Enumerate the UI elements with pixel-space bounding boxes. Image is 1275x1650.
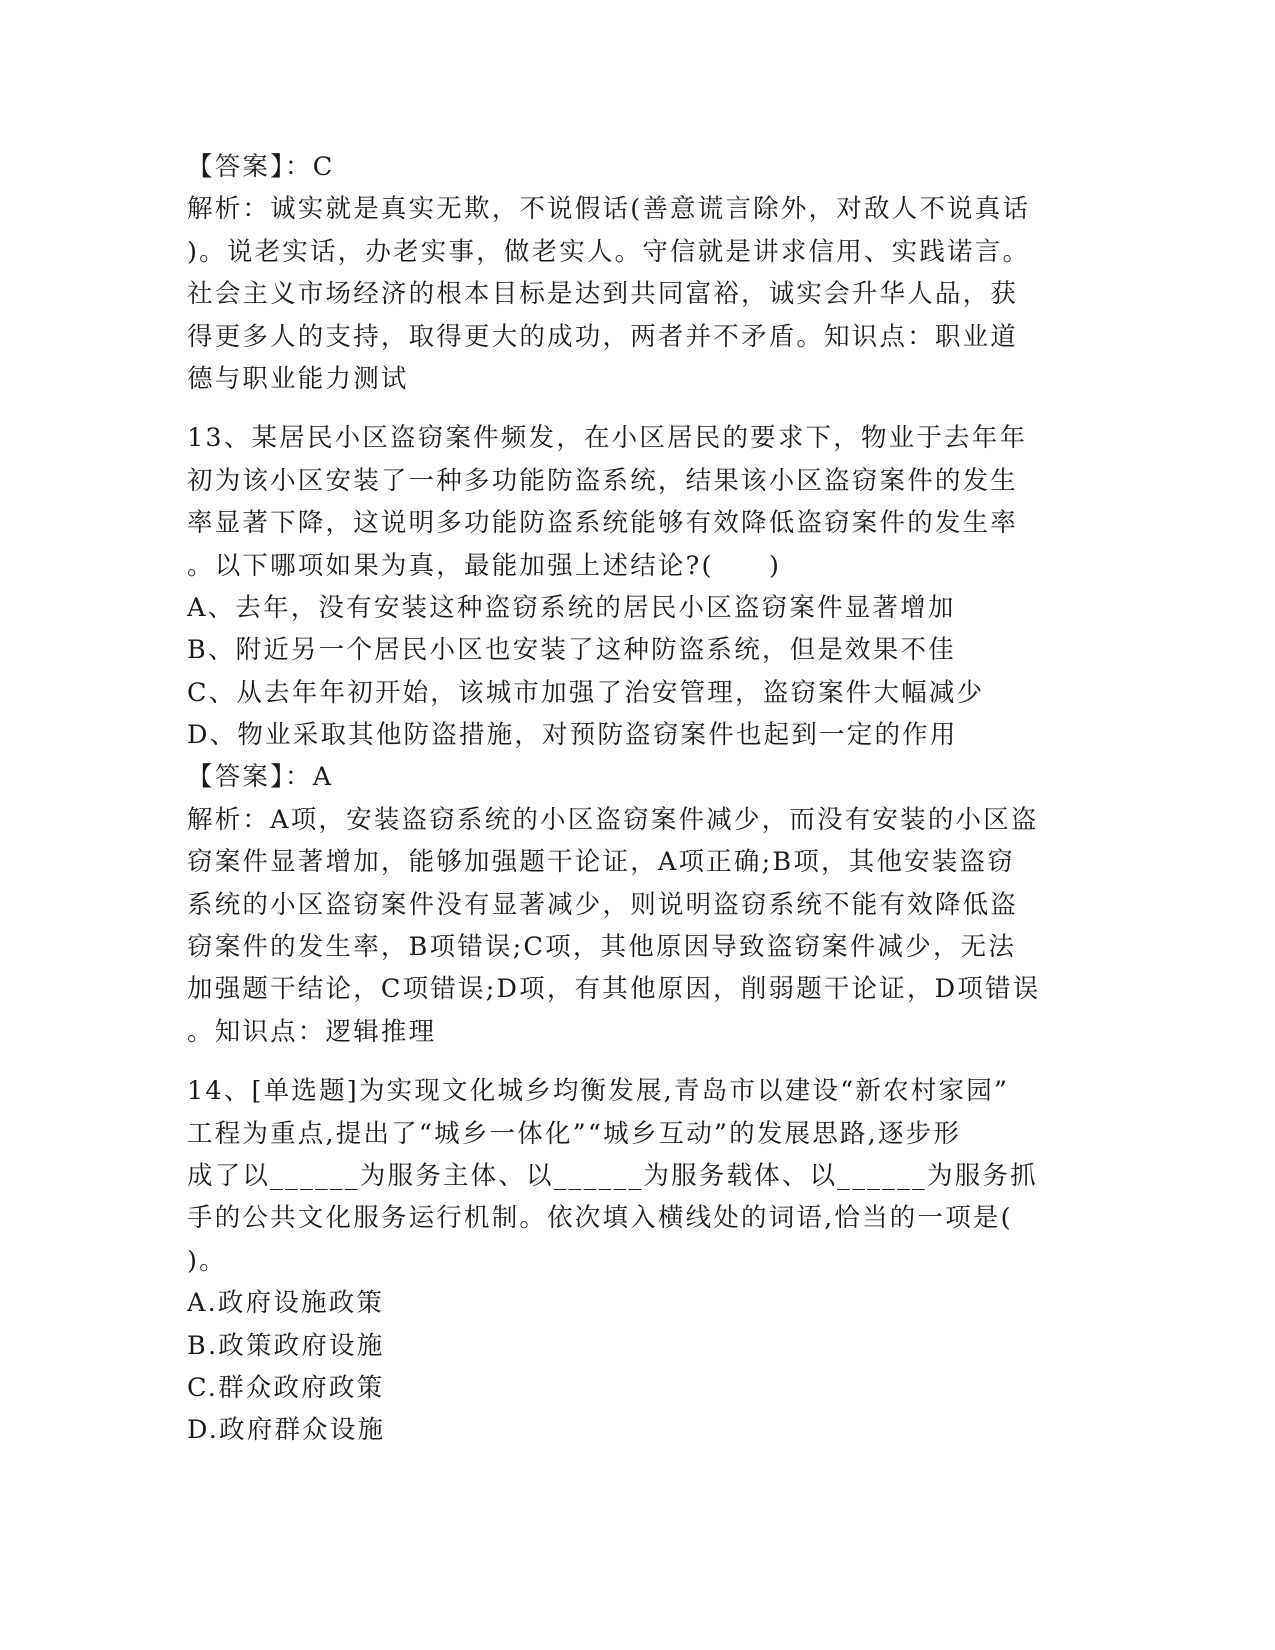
analysis-line: 社会主义市场经济的根本目标是达到共同富裕，诚实会升华人品，获 — [187, 279, 1019, 310]
spacer — [187, 1053, 1087, 1070]
question-stem-line: 手的公共文化服务运行机制。依次填入横线处的词语,恰当的一项是( — [187, 1203, 1013, 1234]
answer-line: 【答案】：C — [187, 152, 335, 182]
question-stem-line: 。以下哪项如果为真，最能加强上述结论?( ) — [187, 550, 782, 581]
analysis-line: 解析：诚实就是真实无欺，不说假话(善意谎言除外，对敌人不说真话 — [187, 194, 1031, 225]
analysis-line: 解析：A项，安装盗窃系统的小区盗窃案件减少，而没有安装的小区盗 — [187, 804, 1039, 835]
question-stem-line: )。 — [187, 1245, 227, 1276]
option-a: A、去年，没有安装这种盗窃系统的居民小区盗窃案件显著增加 — [187, 592, 956, 623]
analysis-line: 得更多人的支持，取得更大的成功，两者并不矛盾。知识点：职业道 — [187, 321, 1019, 352]
option-b: B、附近另一个居民小区也安装了这种防盗系统，但是效果不佳 — [187, 635, 956, 666]
analysis-line: 。知识点：逻辑推理 — [187, 1016, 437, 1047]
question-stem-line: 成了以______为服务主体、以______为服务载体、以______为服务抓 — [187, 1160, 1038, 1191]
analysis-line: 加强题干结论，C项错误;D项，有其他原因，削弱题干论证，D项错误 — [187, 974, 1041, 1005]
option-d: D.政府群众设施 — [187, 1415, 386, 1446]
option-a: A.政府设施政策 — [187, 1288, 385, 1319]
option-c: C、从去年年初开始，该城市加强了治安管理，盗窃案件大幅减少 — [187, 677, 985, 708]
analysis-line: 系统的小区盗窃案件没有显著减少，则说明盗窃系统不能有效降低盗 — [187, 889, 1019, 920]
analysis-line: )。说老实话，办老实事，做老实人。守信就是讲求信用、实践诺言。 — [187, 236, 1031, 267]
question-stem-line: 率显著下降，这说明多功能防盗系统能够有效降低盗窃案件的发生率 — [187, 508, 1019, 539]
analysis-line: 德与职业能力测试 — [187, 363, 409, 394]
question-stem-line: 工程为重点,提出了“城乡一体化”“城乡互动”的发展思路,逐步形 — [187, 1118, 962, 1149]
question-stem-line: 13、某居民小区盗窃案件频发，在小区居民的要求下，物业于去年年 — [187, 423, 1028, 454]
question-13 — [187, 417, 1087, 1053]
answer-line: 【答案】：A — [187, 762, 334, 793]
spacer — [187, 400, 1087, 417]
question-stem-line: 初为该小区安装了一种多功能防盗系统，结果该小区盗窃案件的发生 — [187, 465, 1019, 496]
document-page — [187, 146, 1087, 1452]
analysis-line: 窃案件显著增加，能够加强题干论证，A项正确;B项，其他安装盗窃 — [187, 847, 1015, 878]
question-stem-line: 14、[单选题]为实现文化城乡均衡发展,青岛市以建设“新农村家园” — [187, 1076, 1010, 1107]
option-d: D、物业采取其他防盗措施，对预防盗窃案件也起到一定的作用 — [187, 720, 958, 751]
analysis-line: 窃案件的发生率，B项错误;C项，其他原因导致盗窃案件减少，无法 — [187, 932, 1017, 963]
option-c: C.群众政府政策 — [187, 1372, 385, 1403]
previous-answer-block — [187, 146, 1087, 400]
question-14 — [187, 1070, 1087, 1452]
option-b: B.政策政府设施 — [187, 1330, 385, 1361]
